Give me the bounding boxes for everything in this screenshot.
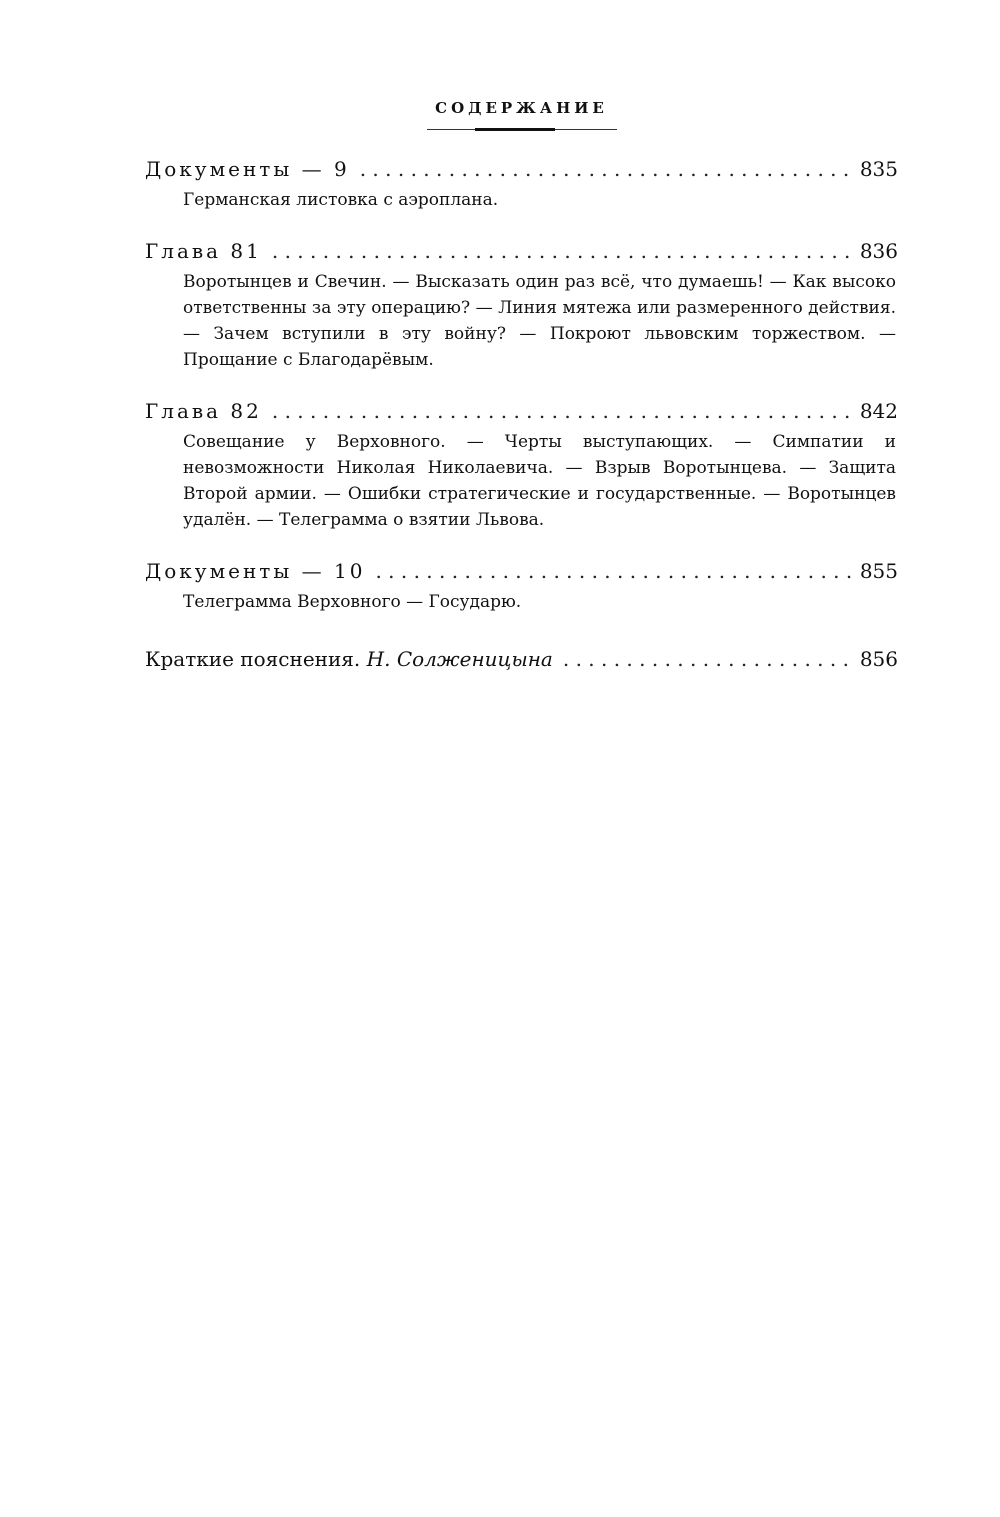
toc-page-number: 842 xyxy=(859,399,898,423)
notes-author: Н. Солженицына xyxy=(366,647,553,671)
toc-entry-title: Глава 81 xyxy=(145,239,262,263)
toc-page-number: 856 xyxy=(859,647,898,671)
dot-leader xyxy=(272,397,854,425)
toc-entry-line[interactable] xyxy=(145,237,898,265)
toc-entry-title xyxy=(145,645,553,673)
toc-entry-title: Глава 82 xyxy=(145,399,262,423)
contents-header xyxy=(145,98,898,133)
toc-entry-title: Документы — 9 xyxy=(145,157,350,181)
toc-entry xyxy=(145,557,898,615)
dot-leader xyxy=(375,557,854,585)
toc-entry-description: Воротынцев и Свечин. — Высказать один раз всё, что думаешь! — Как высоко ответственны за эту операцию? — Линия мятежа или размеренного действия. — Зачем вступили в эту войну? — Покроют львовским торжеством. — Прощание с Благодарёвым. xyxy=(183,272,896,370)
dot-leader xyxy=(360,155,854,183)
toc-entry-description: Германская листовка с аэроплана. xyxy=(183,190,499,210)
dot-leader xyxy=(563,645,854,673)
notes-label: Краткие пояснения. xyxy=(145,647,361,671)
toc-entry-notes xyxy=(145,645,898,673)
toc-entry-description: Совещание у Верховного. — Черты выступающих. — Симпатии и невозможности Николая Николаевича. — Взрыв Воротынцева. — Защита Второй армии. — Ошибки стратегические и государственные. — Воротынцев удалён. — Телеграмма о взятии Львова. xyxy=(183,432,896,530)
toc-entry-description: Телеграмма Верховного — Государю. xyxy=(183,592,522,612)
toc-entry xyxy=(145,237,898,373)
toc-entry-line[interactable] xyxy=(145,155,898,183)
toc-entry-title: Документы — 10 xyxy=(145,559,366,583)
toc-page-number: 835 xyxy=(859,157,898,181)
page-title: СОДЕРЖАНИЕ xyxy=(435,99,608,117)
table-of-contents xyxy=(145,155,898,697)
dot-leader xyxy=(272,237,854,265)
toc-entry xyxy=(145,155,898,213)
toc-entry xyxy=(145,397,898,533)
toc-page-number: 836 xyxy=(859,239,898,263)
toc-entry-line[interactable] xyxy=(145,557,898,585)
toc-page-number: 855 xyxy=(859,559,898,583)
title-rule xyxy=(427,127,617,133)
toc-entry-line[interactable] xyxy=(145,645,898,673)
toc-entry-line[interactable] xyxy=(145,397,898,425)
